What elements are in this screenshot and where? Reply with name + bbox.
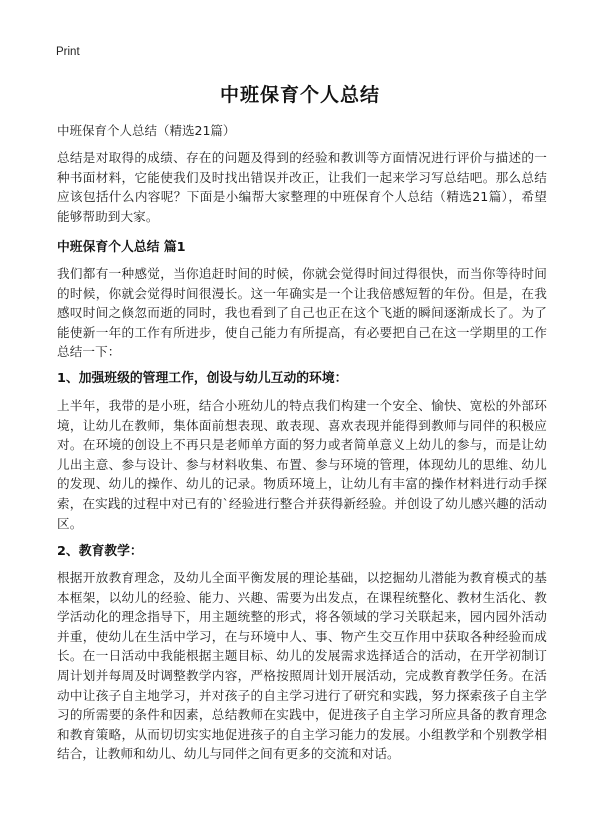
page-title: 中班保育个人总结 (219, 84, 380, 106)
section-intro-paragraph: 我们都有一种感觉，当你追赶时间的时候，你就会觉得时间过得很快，而当你等待时间的时候，你就会觉得时间很漫长。这一年确实是一个让我倍感短暂的年份。但是，在我感叹时间之倏忽而逝的同时，我也看到了自己也正在这个飞逝的瞬间逐渐成长了。为了能使新一年的工作有所进步，使自己能力有所提高，有必要把自己在这一学期里的工作总结一下： (57, 266, 547, 360)
intro-paragraph: 总结是对取得的成绩、存在的问题及得到的经验和教训等方面情况进行评价与描述的一种书面材料，它能使我们及时找出错误并改正，让我们一起来学习写总结吧。那么总结应该包括什么内容呢？下面是小编帮大家整理的中班保育个人总结（精选21篇），希望能够帮助到大家。 (57, 150, 547, 224)
item2-heading: 2、教育教学： (57, 544, 143, 559)
print-link[interactable]: Print (56, 46, 80, 58)
item1-paragraph: 上半年，我带的是小班，结合小班幼儿的特点我们构建一个安全、愉快、宽松的外部环境，让幼儿在教师，集体面前想表现、敢表现、喜欢表现并能得到教师与同伴的积极应对。在环境的创设上不再只是老师单方面的努力或者简单意义上幼儿的参与，而是让幼儿出主意、参与设计、参与材料收集、布置、参与环境的管理，体现幼儿的思维、幼儿的发现、幼儿的操作、幼儿的记录。物质环境上，让幼儿有丰富的操作材料进行动手探索，在实践的过程中对已有的`经验进行整合并获得新经验。并创设了幼儿感兴趣的活动区。 (57, 398, 547, 531)
document-subtitle: 中班保育个人总结（精选21篇） (57, 123, 236, 138)
item2-paragraph: 根据开放教育理念，及幼儿全面平衡发展的理论基础，以挖掘幼儿潜能为教育模式的基本框架，以幼儿的经验、能力、兴趣、需要为出发点，在课程统整化、教材生活化、教学活动化的理念指导下，用主题统整的形式，将各领域的学习关联起来，园内园外活动并重，使幼儿在生活中学习，在与环境中人、事、物产生交互作用中获取各种经验而成长。在一日活动中我能根据主题目标、幼儿的发展需求选择适合的活动，在开学初制订周计划并每周及时调整教学内容，严格按照周计划开展活动，完成教育教学任务。在活动中让孩子自主地学习，并对孩子的自主学习进行了研究和实践，努力探索孩子自主学习的所需要的条件和因素，总结教师在实践中，促进孩子自主学习所应具备的教育理念和教育策略，从而切切实实地促进孩子的自主学习能力的发展。小组教学和个别教学相结合，让教师和幼儿、幼儿与同伴之间有更多的交流和对话。 (57, 570, 547, 762)
section-heading: 中班保育个人总结 篇1 (57, 240, 186, 255)
item1-heading: 1、加强班级的管理工作，创设与幼儿互动的环境： (57, 371, 348, 386)
